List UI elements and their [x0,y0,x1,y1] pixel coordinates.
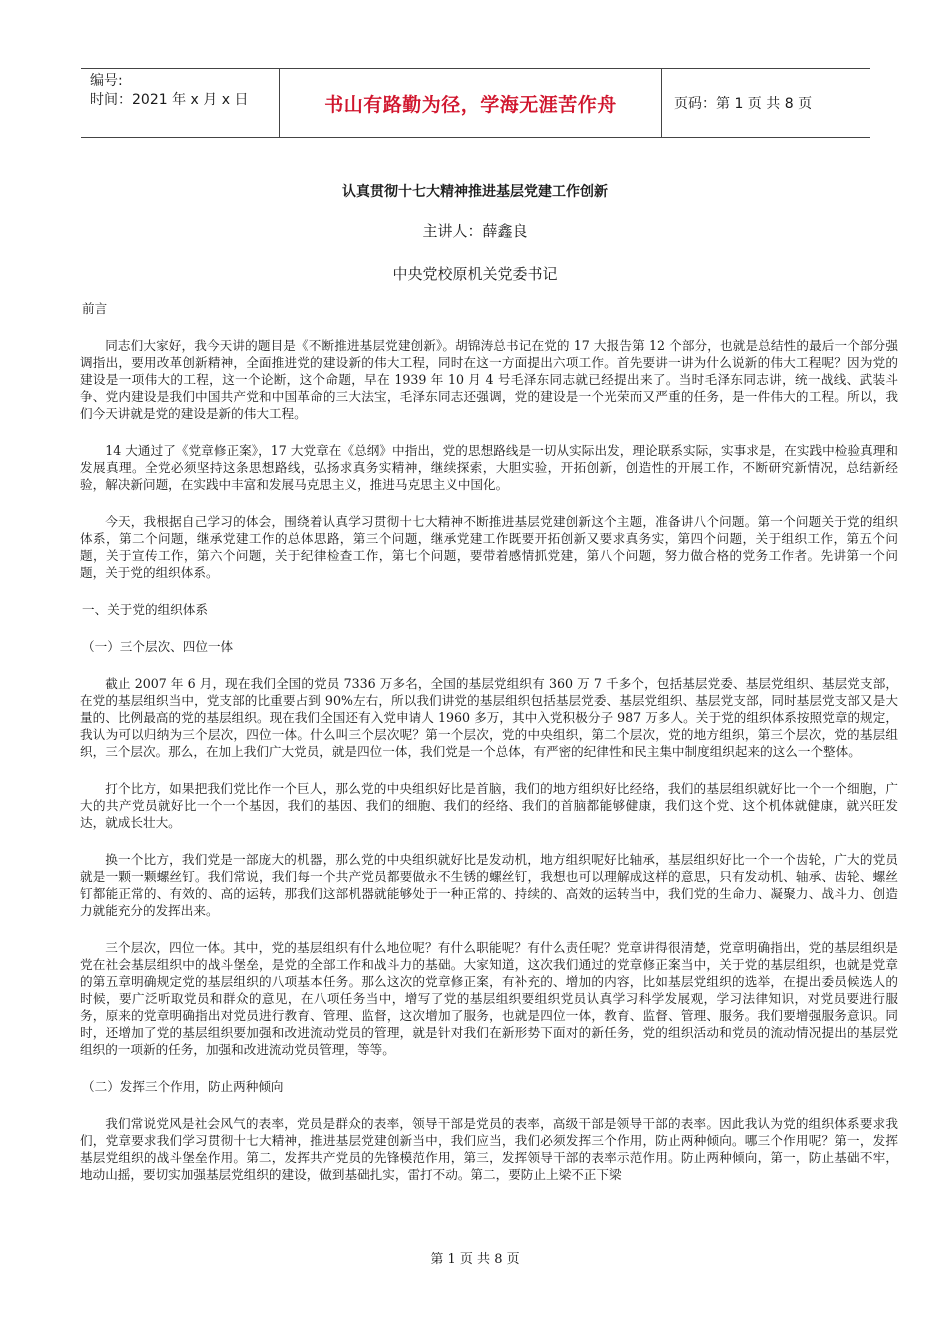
subsection-heading-2: （二）发挥三个作用，防止两种倾向 [82,1079,284,1094]
header-meta [81,69,280,137]
page-header [81,68,870,138]
speaker-line: 主讲人：薛鑫良 [422,222,528,240]
subsection-heading-1: （一）三个层次、四位一体 [82,639,234,654]
header-slogan: 书山有路勤为径，学海无涯苦作舟 [280,69,662,137]
section-heading-1: 一、关于党的组织体系 [82,602,208,617]
document-time-label: 时间：2021 年 x 月 x 日 [90,92,249,108]
paragraph-grassroots-role: 三个层次，四位一体。其中，党的基层组织有什么地位呢？有什么职能呢？有什么责任呢？党章讲得很清楚，党章明确指出，党的基层组织是党在社会基层组织中的战斗堡垒，是党的全部工作和战斗力的基础。大家知道，这次我们通过的党章修正案当中，关于党的基层组织，也就是党章的第五章明确规定党的基层组织的八项基本任务。那么这次的党章修正案，有补充的、增加的内容，比如基层党组织的选举，在提出委员候选人的时候，要广泛听取党员和群众的意见，在八项任务当中，增写了党的基层组织要组织党员认真学习科学发展观，学习法律知识，对党员要进行服务，原来的党章明确指出对党员进行教育、管理、监督，这次增加了服务，也就是四位一体，教育、监督、管理、服务。我们要增强服务意识。同时，还增加了党的基层组织要加强和改进流动党员的管理，就是针对我们在新形势下面对的新任务，党的组织活动和党员的流动情况提出的基层党组织的一项新的任务，加强和改进流动党员管理，等等。 [80,940,898,1057]
document-number-label: 编号: [90,73,123,89]
paragraph-three-roles: 我们常说党风是社会风气的表率，党员是群众的表率，领导干部是党员的表率，高级干部是领导干部的表率。因此我认为党的组织体系要求我们，党章要求我们学习贯彻十七大精神，推进基层党建创新当中，我们应当，我们必须发挥三个作用，防止两种倾向。哪三个作用呢？第一，发挥基层党组织的战斗堡垒作用。第二，发挥共产党员的先锋模范作用，第三，发挥领导干部的表率示范作用。防止两种倾向，第一，防止基础不牢，地动山摇，要切实加强基层党组织的建设，做到基础扎实，雷打不动。第二，要防止上梁不正下梁 [80,1116,898,1182]
paragraph-giant-analogy: 打个比方，如果把我们党比作一个巨人，那么党的中央组织好比是首脑，我们的地方组织好比经络，我们的基层组织就好比一个一个细胞，广大的共产党员就好比一个一个基因，我们的基因、我们的细胞、我们的经络、我们的首脑都能够健康，我们这个党、这个机体就健康，就兴旺发达，就成长壮大。 [80,781,898,830]
paragraph-eight-questions: 今天，我根据自己学习的体会，围绕着认真学习贯彻十七大精神不断推进基层党建创新这个主题，准备讲八个问题。第一个问题关于党的组织体系，第二个问题，继承党建工作的总体思路，第三个问题，继承党建工作既要开拓创新又要求真务实，第四个问题，关于组织工作，第五个问题，关于宣传工作，第六个问题，关于纪律检查工作，第七个问题，要带着感情抓党建，第八个问题，努力做合格的党务工作者。先讲第一个问题，关于党的组织体系。 [80,514,898,580]
speaker-affiliation: 中央党校原机关党委书记 [392,265,558,283]
document-title: 认真贯彻十七大精神推进基层党建工作创新 [342,184,608,200]
header-page-info: 页码：第 1 页 共 8 页 [674,96,813,112]
paragraph-party-constitution: 14 大通过了《党章修正案》，17 大党章在《总纲》中指出，党的思想路线是一切从实际出发，理论联系实际，实事求是，在实践中检验真理和发展真理。全党必须坚持这条思想路线，弘扬求真务实精神，继续探索，大胆实验，开拓创新，创造性的开展工作，不断研究新情况，总结新经验，解决新问题，在实践中丰富和发展马克思主义，推进马克思主义中国化。 [80,443,898,492]
paragraph-membership-stats: 截止 2007 年 6 月，现在我们全国的党员 7336 万多名，全国的基层党组织有 360 万 7 千多个，包括基层党委、基层党组织、基层党支部，在党的基层组织当中，党支部的比重要占到 90%左右，所以我们讲党的基层组织包括基层党委、基层党组织、基层党支部，同时基层党支部又是大量的、比例最高的党的基层组织。现在我们全国还有入党申请人 1960 多万，其中入党积极分子 987 万多人。关于党的组织体系按照党章的规定，我认为可以归纳为三个层次，四位一体。什么叫三个层次呢？第一个层次，党的中央组织，第二个层次，党的地方组织，第三个层次，党的基层组织，三个层次。那么，在加上我们广大党员，就是四位一体，我们党是一个总体，有严密的纪律性和民主集中制度组织起来的这么一个整体。 [80,676,898,759]
paragraph-machine-analogy: 换一个比方，我们党是一部庞大的机器，那么党的中央组织就好比是发动机，地方组织呢好比轴承，基层组织好比一个一个齿轮，广大的党员就是一颗一颗螺丝钉。我们常说，我们每一个共产党员都要做永不生锈的螺丝钉，我想也可以理解成这样的意思，只有发动机、轴承、齿轮、螺丝钉都能正常的、有效的、高的运转，那我们这部机器就能够处于一种正常的、持续的、高效的运转当中，我们党的生命力、凝聚力、战斗力、创造力就能充分的发挥出来。 [80,852,898,918]
preface-heading: 前言 [82,301,108,316]
document-body [80,300,898,1183]
page-footer: 第 1 页 共 8 页 [430,1252,520,1267]
paragraph-intro: 同志们大家好，我今天讲的题目是《不断推进基层党建创新》。胡锦涛总书记在党的 17 大报告第 12 个部分，也就是总结性的最后一个部分强调指出，要用改革创新精神，全面推进党的建设新的伟大工程，同时在这一方面提出六项工作。首先要讲一讲为什么说新的伟大工程呢？因为党的建设是一项伟大的工程，这一个论断，这个命题，早在 1939 年 10 月 4 号毛泽东同志就已经提出来了。当时毛泽东同志讲，统一战线、武装斗争、党内建设是我们中国共产党和中国革命的三大法宝，毛泽东同志还强调，党的建设是一个光荣而又严重的任务，是一件伟大的工程。所以，我们今天讲就是党的建设是新的伟大工程。 [80,338,898,421]
